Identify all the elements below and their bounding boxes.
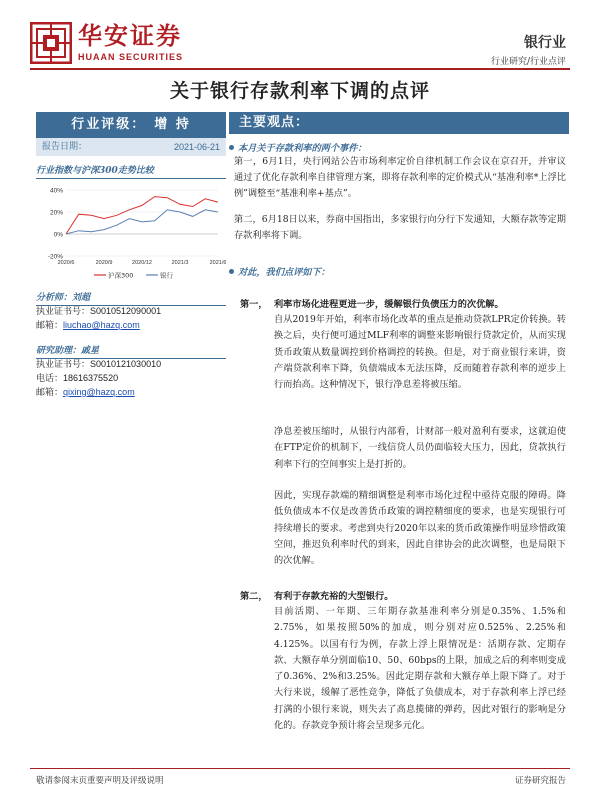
assistant-phone: 18616375520 bbox=[63, 373, 119, 383]
assistant-mail-label: 邮箱： bbox=[36, 388, 64, 398]
bullet-events-text: 本月关于存款利率的两个事件： bbox=[238, 143, 367, 154]
analyst-title: 分析师：刘超 bbox=[36, 290, 226, 306]
chart-title: 行业指数与沪深300走势比较 bbox=[36, 163, 226, 179]
item-one-paragraph-2: 净息差被压缩时，从银行内部看，计财部一般对盈利有要求，这就迫使在FTP定价的机制下，一线信贷人员仍面临较大压力，因此，贷款执行利率下行的空间事实上是打折的。 bbox=[274, 426, 566, 470]
report-category: 行业研究/行业点评 bbox=[490, 57, 566, 67]
bullet-events bbox=[229, 140, 569, 154]
assistant-email-link[interactable]: qixing@hazq.com bbox=[63, 387, 135, 397]
item-one-heading: 利率市场化进程更进一步，缓解银行负债压力的次优解。 bbox=[274, 299, 504, 310]
bullet-dot-icon bbox=[229, 269, 234, 274]
x-tick-label: 2021/3 bbox=[171, 260, 189, 266]
analyst-mail-label: 邮箱： bbox=[36, 321, 64, 331]
logo-english-name: HUAAN SECURITIES bbox=[78, 52, 184, 62]
company-logo bbox=[30, 22, 183, 64]
series-line-1 bbox=[66, 210, 218, 234]
industry-label: 银行业 bbox=[524, 35, 566, 51]
event-one-paragraph: 第一，6月1日，央行网站公告市场利率定价自律机制工作会议在京召开，并审议通过了优化存款利率自律管理方案，即将存款利率的定价模式从“基准利率*上浮比例”调整至“基准利率+基点”。 bbox=[234, 156, 566, 199]
assistant-info bbox=[36, 358, 226, 400]
date-label: 报告日期： bbox=[42, 142, 88, 152]
main-points-heading: 主要观点： bbox=[229, 112, 569, 134]
x-tick-label: 2020/9 bbox=[95, 260, 113, 266]
bullet-comments-text: 对此，我们点评如下： bbox=[238, 267, 330, 278]
assistant-title: 研究助理：戚星 bbox=[36, 343, 226, 359]
y-tick-label: 20% bbox=[49, 209, 63, 217]
date-value: 2021-06-21 bbox=[173, 142, 220, 152]
bullet-dot-icon bbox=[229, 145, 234, 150]
report-type-footer: 证券研究报告 bbox=[514, 776, 566, 786]
report-title: 关于银行存款利率下调的点评 bbox=[169, 80, 430, 102]
item-one-number: 第一， bbox=[240, 299, 268, 310]
assistant-cert-label: 执业证书号： bbox=[36, 360, 91, 370]
logo-chinese-name: 华安证券 bbox=[78, 21, 182, 50]
header-divider bbox=[30, 68, 570, 70]
x-tick-label: 2020/6 bbox=[57, 260, 75, 266]
index-comparison-chart bbox=[36, 182, 226, 282]
assistant-phone-label: 电话： bbox=[36, 374, 64, 384]
legend-label: 沪深300 bbox=[108, 271, 134, 280]
x-tick-label: 2021/6 bbox=[209, 260, 226, 266]
seal-logo-icon bbox=[30, 22, 72, 64]
analyst-cert-label: 执业证书号： bbox=[36, 307, 91, 317]
rating-value: 增 持 bbox=[154, 117, 191, 132]
y-tick-label: 0% bbox=[53, 231, 63, 239]
y-tick-label: -20% bbox=[47, 253, 63, 261]
line-chart-svg bbox=[36, 182, 226, 282]
item-one-paragraph-1: 自从2019年开始，利率市场化改革的重点是推动贷款LPR定价转换。转换之后，央行便可通过MLF利率的调整来影响银行贷款定价，从而实现货币政策从数量调控到价格调控的转换。但是，对于商业银行来讲，资产端贷款利率下降，负债端成本无法压降，反而随着存款利率的逆步上行而抬高。这种情况下，银行净息差将被压缩。 bbox=[274, 314, 566, 391]
x-tick-label: 2020/12 bbox=[132, 260, 152, 266]
item-one-paragraph-3: 因此，实现存款端的精细调整是利率市场化过程中亟待克服的障碍。降低负债成本不仅是改善货币政策的调控精细度的要求，也是实现银行可持续增长的要求。考虑到央行2020年以来的货币政策操作明显珍惜政策空间，推迟负利率时代的到来，因此自律协会的此次调整，也是局限下的次优解。 bbox=[274, 490, 566, 567]
analyst-cert: S0010512090001 bbox=[90, 306, 162, 316]
item-two-paragraph: 目前活期、一年期、三年期存款基准利率分别是0.35%、1.5%和2.75%，如果按照50%的加成，则分别对应0.525%、2.25%和4.125%。以国有行为例，存款上浮上限情况是：活期存款、定期存款、大额存单分别面临10、50、60bps的上限，加成之后的利率则变成了0.36%、2%和3.25%。因此定期存款和大额存单上限下降了。对于大行来说，缓解了恶性竞争，降低了负债成本，对于存款利率上浮已经打满的小银行来说，则失去了高息揽储的弹药，因此对银行的影响是分化的。存款竞争预计将会呈现多元化。 bbox=[274, 606, 566, 732]
legend-label: 银行 bbox=[160, 271, 173, 280]
footer-divider bbox=[30, 768, 570, 769]
y-tick-label: 40% bbox=[49, 187, 63, 195]
analyst-info bbox=[36, 305, 226, 333]
analyst-email-link[interactable]: liuchao@hazq.com bbox=[63, 320, 140, 330]
bullet-comments bbox=[229, 264, 569, 278]
item-two-heading: 有利于存款充裕的大型银行。 bbox=[274, 591, 394, 602]
item-two-number: 第二， bbox=[240, 591, 268, 602]
rating-label: 行业评级： bbox=[71, 117, 147, 132]
disclaimer-note: 敬请参阅末页重要声明及评级说明 bbox=[36, 776, 164, 786]
report-date-row bbox=[36, 138, 226, 156]
industry-rating-bar bbox=[36, 112, 226, 138]
event-two-paragraph: 第二，6月18日以来，券商中国指出，多家银行向分行下发通知，大额存款等定期存款利率将下调。 bbox=[234, 214, 566, 241]
assistant-cert: S0010121030010 bbox=[90, 359, 162, 369]
